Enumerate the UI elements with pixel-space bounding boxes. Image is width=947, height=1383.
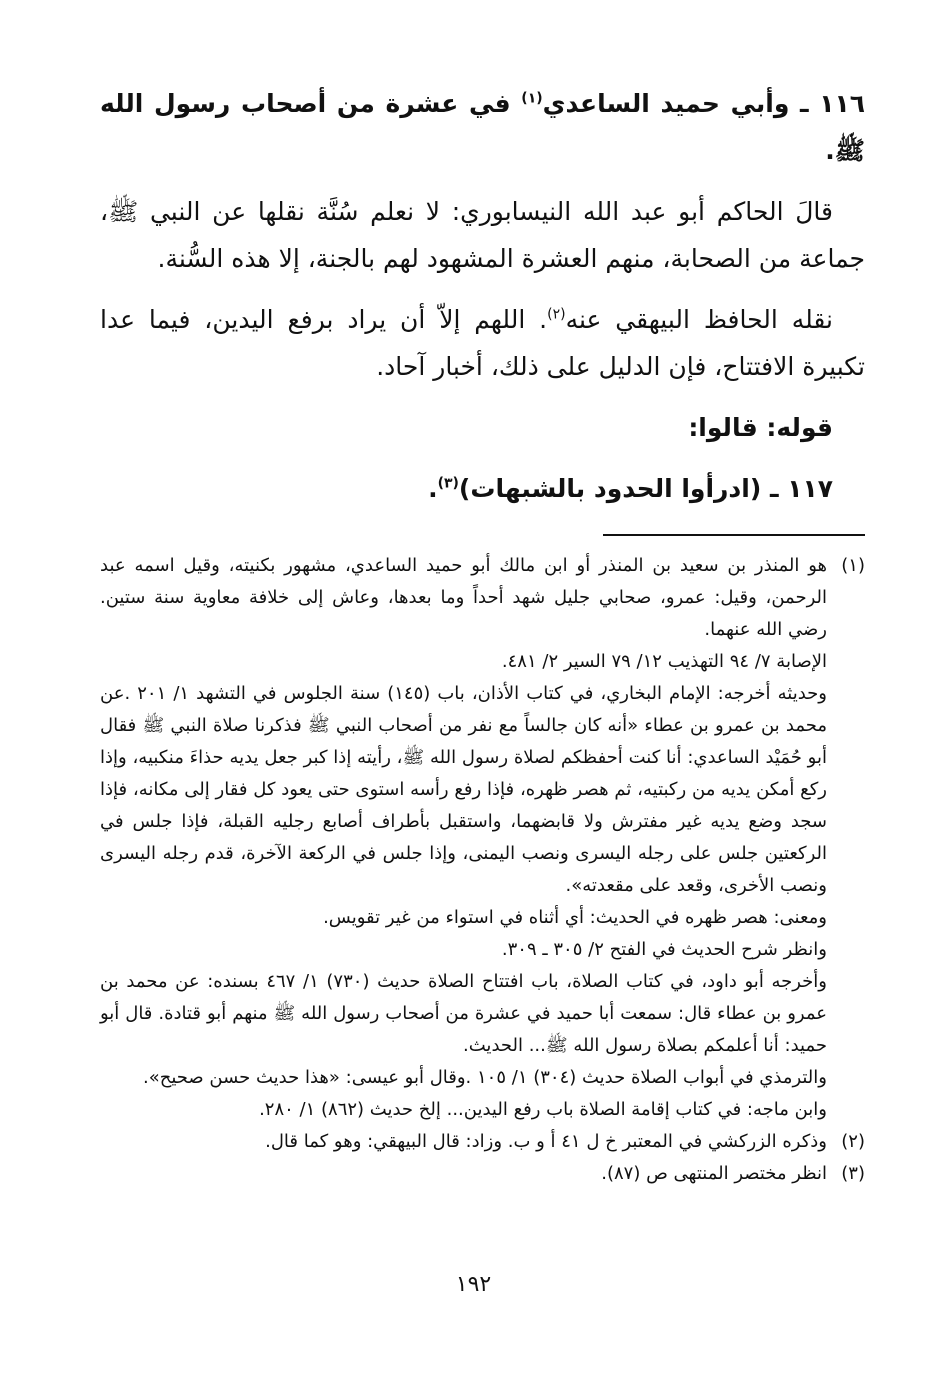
footnote-paragraph: وابن ماجه: في كتاب إقامة الصلاة باب رفع اليدين... إلخ حديث (٨٦٢) ١/ ٢٨٠. <box>259 1099 827 1120</box>
footnote-body <box>100 550 827 1126</box>
footnote-paragraph: انظر مختصر المنتهى ص (٨٧). <box>601 1163 827 1184</box>
hadith-117 <box>100 465 865 512</box>
footnote-paragraph: والترمذي في أبواب الصلاة حديث (٣٠٤) ١/ ١٠٥ .وقال أبو عيسى: «هذا حديث حسن صحيح». <box>142 1067 827 1088</box>
footnote-paragraph: الإصابة ٧/ ٩٤ التهذيب ١٢/ ٧٩ السير ٢/ ٤٨١. <box>501 651 827 672</box>
footnote-body <box>100 1126 827 1158</box>
footnote-1 <box>100 550 865 1126</box>
footnote-paragraph: وأخرجه أبو داود، في كتاب الصلاة، باب افتتاح الصلاة حديث (٧٣٠) ١/ ٤٦٧ بسنده: عن محمد بن عمرو بن عطاء قال: سمعت أبا حميد في عشرة من أصحاب رسول الله ﷺ منهم أبو قتادة. قال أبو حميد: أنا أعلمكم بصلاة رسول الله ﷺ... الحديث. <box>100 971 827 1056</box>
footnote-paragraph: وحديثه أخرجه: الإمام البخاري، في كتاب الأذان، باب (١٤٥) سنة الجلوس في التشهد ١/ ٢٠١ .عن محمد بن عمرو بن عطاء «أنه كان جالساً مع نفر من أصحاب النبي ﷺ فذكرنا صلاة النبي ﷺ فقال أبو حُمَيْد الساعدي: أنا كنت أحفظكم لصلاة رسول الله ﷺ، رأيته إذا كبر جعل يديه حذاءَ منكبيه، وإذا ركع أمكن يديه من ركبتيه، ثم هصر ظهره، فإذا رفع رأسه استوى حتى يعود كل فقار إلى مكانه، فإذا سجد وضع يديه غير مفترش ولا قابضهما، واستقبل بأطراف أصابع رجليه القبلة، فإذا جلس في الركعتين جلس على رجله اليسرى ونصب اليمنى، وإذا جلس في الركعة الآخرة، قدم رجله اليسرى ونصب الأخرى، وقعد على مقعدته». <box>100 683 827 896</box>
footnote-ref-3: (٣) <box>437 475 459 492</box>
page-number: ١٩٢ <box>455 1272 492 1297</box>
footnote-paragraph: وانظر شرح الحديث في الفتح ٢/ ٣٠٥ ـ ٣٠٩. <box>501 939 827 960</box>
footnote-paragraph: وذكره الزركشي في المعتبر خ ل ٤١ أ و ب. وزاد: قال البيهقي: وهو كما قال. <box>265 1131 827 1152</box>
footnote-paragraph: هو المنذر بن سعيد بن المنذر أو ابن مالك أبو حميد الساعدي، مشهور بكنيته، وقيل اسمه عبد الرحمن، وقيل: عمرو، صحابي جليل شهد أحداً وما بعدها، وعاش إلى خلافة معاوية سنة ستين. رضي الله عنهما. <box>100 555 827 640</box>
footnote-body <box>100 1158 827 1190</box>
bayhaqi-text-end: . اللهم إلاّ أن يراد برفع اليدين، فيما عدا تكبيرة الافتتاح، فإن الدليل على ذلك، أخبار آحاد. <box>100 305 865 381</box>
hadith-117-text: ١١٧ ـ (ادرأوا الحدود بالشبهات) <box>458 474 833 503</box>
hadith-117-tail: . <box>428 474 438 503</box>
footnotes <box>100 550 865 1190</box>
footnote-divider <box>603 534 865 536</box>
footnote-ref-1: (١) <box>521 90 543 107</box>
hadith-116 <box>100 80 865 174</box>
footnote-number: (٢) <box>841 1131 865 1152</box>
main-text <box>100 80 865 512</box>
footnote-2 <box>100 1126 865 1158</box>
section-label: قوله: قالوا: <box>688 413 833 442</box>
book-page <box>100 80 865 1320</box>
footnote-paragraph: ومعنى: هصر ظهره في الحديث: أي أثناه في استواء من غير تقويس. <box>323 907 827 928</box>
bayhaqi-text-start: نقله الحافظ البيهقي عنه <box>565 305 833 334</box>
footnote-number: (٣) <box>841 1163 865 1184</box>
hakim-paragraph: قالَ الحاكم أبو عبد الله النيسابوري: لا نعلم سُنَّة نقلها عن النبي ﷺ، جماعة من الصحابة، منهم العشرة المشهود لهم بالجنة، إلا هذه السُّنة. <box>100 197 865 273</box>
bayhaqi-paragraph <box>100 296 865 390</box>
footnote-ref-2: (٢) <box>547 306 566 323</box>
footnote-number: (١) <box>841 555 865 576</box>
hadith-116-text: ١١٦ ـ وأبي حميد الساعدي <box>542 89 865 118</box>
hadith-116-tail: في عشرة من أصحاب رسول الله ﷺ. <box>100 89 865 165</box>
footnote-3 <box>100 1158 865 1190</box>
